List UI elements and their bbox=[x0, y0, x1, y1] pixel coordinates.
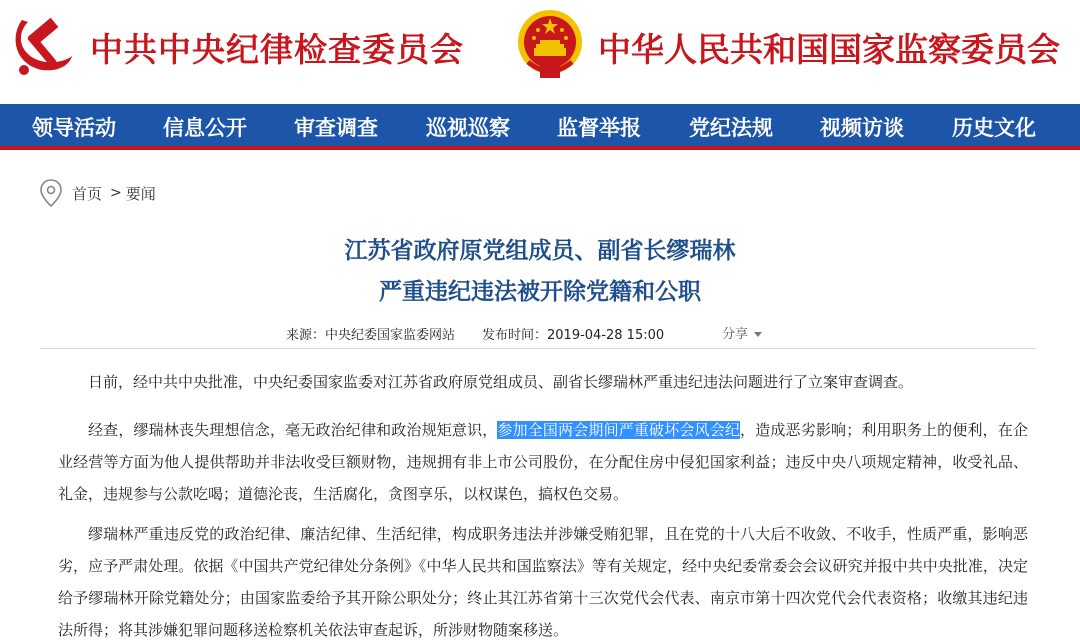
share-button[interactable] bbox=[722, 323, 762, 342]
nav-item-investigation[interactable]: 审查调查 bbox=[294, 115, 378, 140]
article-paragraph-3: 缪瑞林严重违反党的政治纪律、廉洁纪律、生活纪律，构成职务违法并涉嫌受贿犯罪，且在党的十八大后不收敛、不收手，性质严重，影响恶劣，应予严肃处理。依据《中国共产党纪律处分条例》《中华人民共和国监察法》等有关规定，经中央纪委常委会会议研究并报中共中央批准，决定给予缪瑞林开除党籍处分；由国家监委给予其开除公职处分；终止其江苏省第十三次党代会代表、南京市第十四次党代会代表资格；收缴其违纪违法所得；将其涉嫌犯罪问题移送检察机关依法审查起诉，所涉财物随案移送。 bbox=[58, 525, 1028, 639]
breadcrumb-current-link[interactable]: 要闻 bbox=[125, 184, 156, 203]
article-paragraph-2 bbox=[58, 414, 1028, 510]
breadcrumb-home-link[interactable]: 首页 bbox=[72, 184, 103, 203]
cpc-ccdi-title[interactable]: 中共中央纪律检查委员会 bbox=[90, 30, 464, 69]
paragraph-2-before: 经查，缪瑞林丧失理想信念，毫无政治纪律和政治规矩意识， bbox=[88, 421, 498, 439]
selected-text-highlight[interactable]: 参加全国两会期间严重破坏会风会纪 bbox=[497, 421, 741, 439]
national-emblem-icon[interactable] bbox=[514, 6, 586, 82]
party-emblem-icon[interactable] bbox=[8, 8, 74, 78]
article-paragraph-1: 日前，经中共中央批准，中央纪委国家监委对江苏省政府原党组成员、副省长缪瑞林严重违纪违法问题进行了立案审查调查。 bbox=[88, 373, 914, 391]
nav-item-report[interactable]: 监督举报 bbox=[557, 115, 641, 140]
caret-down-icon bbox=[754, 332, 762, 337]
breadcrumb-separator: > bbox=[110, 185, 122, 201]
share-label: 分享 bbox=[722, 327, 749, 342]
site-header bbox=[0, 0, 1080, 104]
paragraph-2-after: ，造成恶劣影响；利用职务上的便利，在企业经营等方面为他人提供帮助并非法收受巨额财物，违规拥有非上市公司股份，在分配住房中侵犯国家利益；违反中央八项规定精神，收受礼品、礼金，违规参与公款吃喝；道德沦丧，生活腐化，贪图享乐，以权谋色，搞权色交易。 bbox=[58, 421, 1028, 503]
nsc-title[interactable]: 中华人民共和国国家监察委员会 bbox=[598, 30, 1060, 69]
meta-divider bbox=[40, 348, 1036, 349]
location-pin-icon bbox=[40, 179, 62, 207]
nav-item-leadership[interactable]: 领导活动 bbox=[32, 115, 116, 140]
nav-item-regulations[interactable]: 党纪法规 bbox=[689, 115, 773, 140]
article-source: 来源：中央纪委国家监委网站 bbox=[286, 328, 456, 343]
nav-item-info-disclosure[interactable]: 信息公开 bbox=[163, 115, 247, 140]
nav-item-history[interactable]: 历史文化 bbox=[952, 115, 1036, 140]
main-nav bbox=[0, 104, 1080, 150]
article-publish-time: 发布时间：2019-04-28 15:00 bbox=[482, 328, 665, 343]
nav-item-video[interactable]: 视频访谈 bbox=[820, 115, 904, 140]
breadcrumb bbox=[40, 178, 156, 208]
article-title-line1: 江苏省政府原党组成员、副省长缪瑞林 bbox=[344, 238, 736, 264]
nav-item-inspection[interactable]: 巡视巡察 bbox=[426, 115, 510, 140]
article-title-line2: 严重违纪违法被开除党籍和公职 bbox=[379, 279, 701, 305]
